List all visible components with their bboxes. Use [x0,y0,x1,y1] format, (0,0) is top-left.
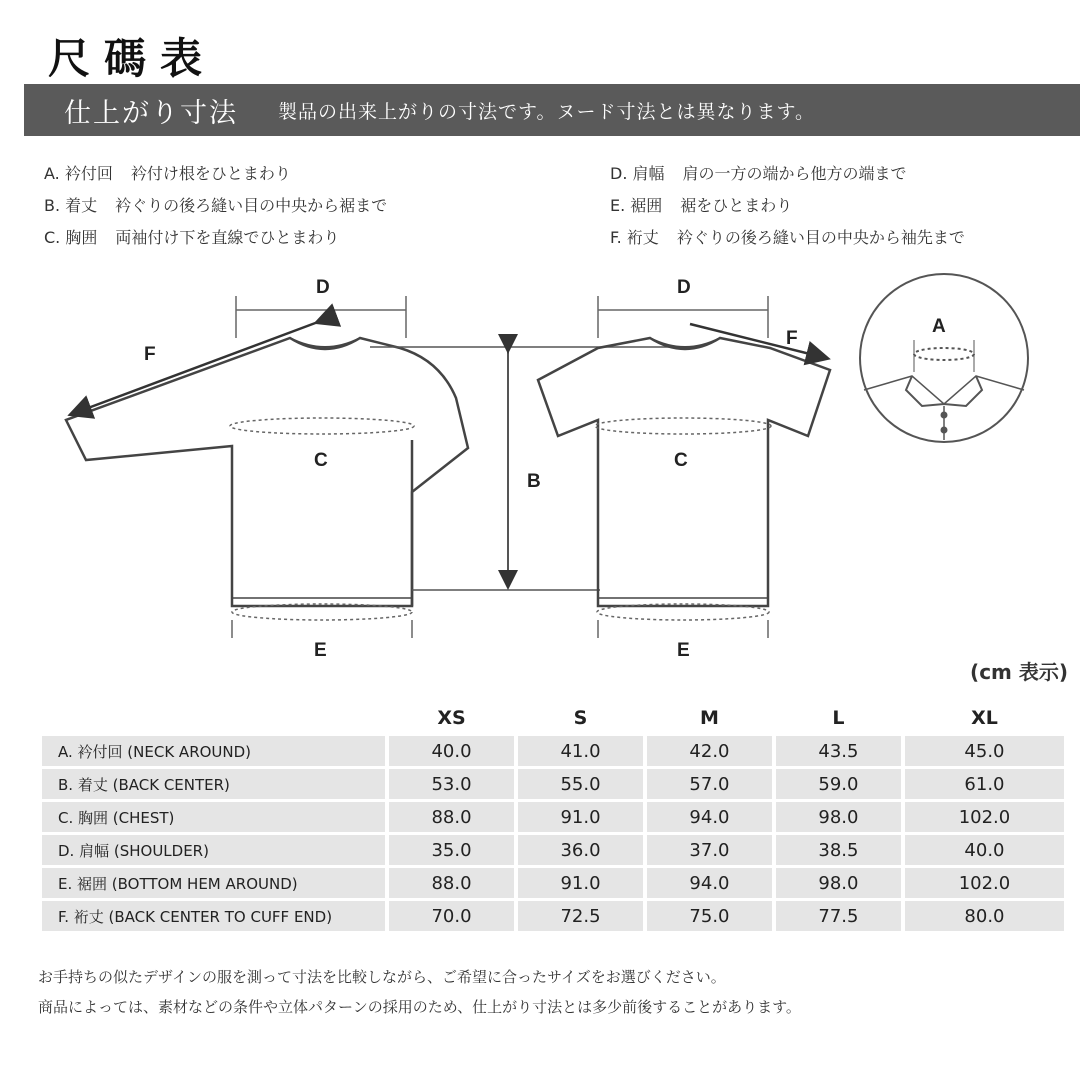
page-title: 尺碼表 [48,34,217,83]
label-d-right: D [677,277,691,298]
definition-desc: 衿付け根をひとまわり [130,164,291,183]
column-header: S [573,707,588,729]
definitions-right [610,158,965,254]
label-b: B [527,471,541,492]
row-label: F. 裄丈 (BACK CENTER TO CUFF END) [42,901,385,931]
definition-desc: 衿ぐりの後ろ縫い目の中央から裾まで [115,196,388,215]
definitions-left [44,158,387,254]
table-cell: 102.0 [905,802,1064,832]
table-corner [42,703,385,733]
table-row [42,769,1064,799]
table-cell: 91.0 [518,868,643,898]
arrow-f-left [72,322,318,414]
table-cell: 94.0 [647,868,772,898]
row-label: A. 衿付回 (NECK AROUND) [42,736,385,766]
table-cell: 43.5 [776,736,901,766]
section-banner [24,84,1080,136]
label-c-left: C [314,450,328,471]
definition-a [44,158,387,190]
shortsleeve-shirt-drawing [538,338,830,606]
table-cell: 36.0 [518,835,643,865]
table-cell: 38.5 [776,835,901,865]
table-row [42,802,1064,832]
size-table [38,700,1068,934]
definition-code: B. 着丈 [44,196,98,215]
table-cell: 61.0 [905,769,1064,799]
definition-d [610,158,965,190]
definition-code: E. 裾囲 [610,196,663,215]
label-f-left: F [144,344,156,365]
table-header-row [42,703,1064,733]
definition-c [44,222,387,254]
banner-title: 仕上がり寸法 [64,97,238,129]
definition-desc: 裾をひとまわり [680,196,793,215]
table-cell: 98.0 [776,802,901,832]
label-f-right: F [786,328,798,349]
footnote-line: 商品によっては、素材などの条件や立体パターンの採用のため、仕上がり寸法とは多少前後することがあります。 [38,998,801,1016]
unit-note: (cm 表示) [970,660,1068,684]
table-cell: 77.5 [776,901,901,931]
table-row [42,868,1064,898]
column-header: XL [971,707,998,729]
banner-subtitle: 製品の出来上がりの寸法です。ヌード寸法とは異なります。 [278,100,815,123]
table-cell: 37.0 [647,835,772,865]
back-length-guide [370,347,700,590]
longsleeve-shirt-drawing [66,338,468,606]
label-e-left: E [314,640,327,660]
table-cell: 94.0 [647,802,772,832]
table-cell: 75.0 [647,901,772,931]
table-cell: 53.0 [389,769,514,799]
table-cell: 40.0 [389,736,514,766]
row-label: D. 肩幅 (SHOULDER) [42,835,385,865]
table-cell: 98.0 [776,868,901,898]
collar-detail [860,274,1028,442]
column-header: M [700,707,719,729]
footnotes [38,962,801,1022]
table-cell: 40.0 [905,835,1064,865]
definition-code: F. 裄丈 [610,228,659,247]
table-cell: 35.0 [389,835,514,865]
footnote-line: お手持ちの似たデザインの服を測って寸法を比較しながら、ご希望に合ったサイズをお選びください。 [38,968,726,986]
table-cell: 41.0 [518,736,643,766]
row-label: C. 胸囲 (CHEST) [42,802,385,832]
definition-b [44,190,387,222]
label-c-right: C [674,450,688,471]
label-a: A [932,316,946,337]
table-cell: 91.0 [518,802,643,832]
table-cell: 55.0 [518,769,643,799]
table-cell: 88.0 [389,868,514,898]
definition-code: D. 肩幅 [610,164,665,183]
table-row [42,835,1064,865]
definition-code: C. 胸囲 [44,228,98,247]
table-cell: 70.0 [389,901,514,931]
table-cell: 45.0 [905,736,1064,766]
definition-e [610,190,965,222]
definition-desc: 衿ぐりの後ろ縫い目の中央から袖先まで [676,228,965,247]
column-header: XS [437,707,466,729]
row-label: E. 裾囲 (BOTTOM HEM AROUND) [42,868,385,898]
label-e-right: E [677,640,690,660]
table-cell: 57.0 [647,769,772,799]
table-row [42,901,1064,931]
table-cell: 72.5 [518,901,643,931]
measurement-diagram [0,260,1080,660]
table-cell: 42.0 [647,736,772,766]
table-cell: 102.0 [905,868,1064,898]
definition-desc: 両袖付け下を直線でひとまわり [115,228,340,247]
table-cell: 88.0 [389,802,514,832]
table-cell: 80.0 [905,901,1064,931]
definition-f [610,222,965,254]
table-row [42,736,1064,766]
column-header: L [832,707,845,729]
table-cell: 59.0 [776,769,901,799]
label-d-left: D [316,277,330,298]
definition-desc: 肩の一方の端から他方の端まで [682,164,907,183]
definition-code: A. 衿付回 [44,164,113,183]
arrow-f-right [690,324,826,358]
row-label: B. 着丈 (BACK CENTER) [42,769,385,799]
